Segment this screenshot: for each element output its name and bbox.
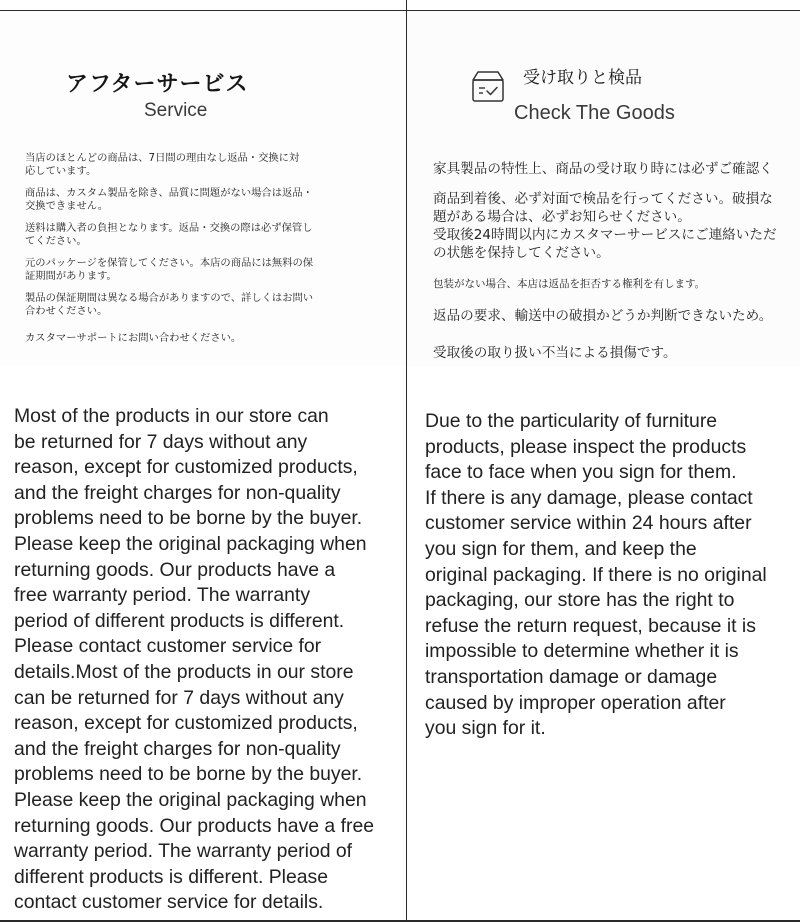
check-note: 商品到着後、必ず対面で検品を行ってください。破損な: [433, 191, 773, 207]
after-service-panel: [0, 11, 406, 366]
check-note: 題がある場合は、必ずお知らせください。: [433, 209, 691, 225]
return-policy-text: [14, 404, 374, 916]
text-line: reason, except for customized products,: [14, 712, 358, 735]
text-line: details.Most of the products in our store: [14, 660, 354, 683]
text-line: Due to the particularity of furniture: [425, 410, 718, 432]
check-note: 受取後24時間以内にカスタマーサービスにご連絡いただ: [433, 227, 777, 243]
text-line: Please contact customer service for: [14, 635, 322, 658]
text-line: Please keep the original packaging when: [14, 788, 367, 811]
check-note: 返品の要求、輸送中の破損かどうか判断できないため。: [433, 308, 773, 324]
check-goods-subtitle: Check The Goods: [514, 102, 675, 124]
text-line: transportation damage or damage: [425, 665, 718, 688]
text-line: contact customer service for details.: [14, 891, 324, 914]
text-line: can be returned for 7 days without any: [14, 686, 344, 709]
center-divider: [406, 0, 407, 922]
text-line: problems need to be borne by the buyer.: [14, 507, 363, 530]
text-line: face to face when you sign for them.: [425, 461, 737, 484]
service-note: カスタマーサポートにお問い合わせください。: [25, 332, 242, 344]
text-line: be returned for 7 days without any: [14, 430, 308, 453]
text-line: refuse the return request, because it is: [425, 614, 756, 637]
text-line: free warranty period. The warranty: [14, 584, 311, 607]
text-line: caused by improper operation after: [425, 691, 726, 714]
text-line: warranty period. The warranty period of: [14, 840, 353, 863]
text-line: you sign for them, and keep the: [425, 537, 697, 560]
check-goods-title: 受け取りと検品: [523, 68, 642, 88]
service-note: 送料は購入者の負担となります。返品・交換の際は必ず保管し てください。: [25, 222, 313, 247]
text-line: Most of the products in our store can: [14, 405, 329, 427]
service-note: 商品は、カスタム製品を除き、品質に問題がない場合は返品・ 交換できません。: [25, 187, 313, 212]
text-line: and the freight charges for non-quality: [14, 737, 341, 760]
service-note: 元のパッケージを保管してください。本店の商品には無料の保 証期間があります。: [25, 257, 314, 282]
check-note: 包装がない場合、本店は返品を拒否する権利を有します。: [433, 278, 706, 290]
text-line: impossible to determine whether it is: [425, 640, 739, 663]
text-line: products, please inspect the products: [425, 435, 747, 458]
text-line: you sign for it.: [425, 717, 546, 740]
check-note: 受取後の取り扱い不当による損傷です。: [433, 345, 677, 361]
text-line: returning goods. Our products have a free: [14, 814, 375, 837]
after-service-title: アフターサービス: [66, 72, 249, 97]
text-line: If there is any damage, please contact: [425, 486, 753, 509]
service-note: 製品の保証期間は異なる場合がありますので、詳しくはお問い 合わせください。: [25, 292, 314, 317]
text-line: packaging, our store has the right to: [425, 589, 735, 612]
text-line: Please keep the original packaging when: [14, 532, 367, 555]
text-line: reason, except for customized products,: [14, 456, 358, 479]
inspection-text: [425, 409, 767, 742]
check-note: 家具製品の特性上、商品の受け取り時には必ずご確認く: [433, 161, 773, 177]
after-service-notes: [25, 152, 375, 354]
text-line: returning goods. Our products have a: [14, 558, 336, 581]
text-line: period of different products is different.: [14, 609, 345, 632]
after-service-subtitle: Service: [144, 100, 208, 121]
check-goods-notes: [433, 160, 800, 362]
text-line: original packaging. If there is no original: [425, 563, 767, 586]
check-goods-panel: [407, 11, 800, 366]
text-line: and the freight charges for non-quality: [14, 481, 341, 504]
service-note: 当店のほとんどの商品は、7日間の理由なし返品・交換に対 応しています。: [25, 152, 300, 177]
package-check-icon: [470, 69, 506, 103]
check-note: の状態を保持してください。: [433, 245, 610, 261]
text-line: problems need to be borne by the buyer.: [14, 763, 363, 786]
text-line: different products is different. Please: [14, 865, 329, 888]
text-line: customer service within 24 hours after: [425, 512, 752, 535]
